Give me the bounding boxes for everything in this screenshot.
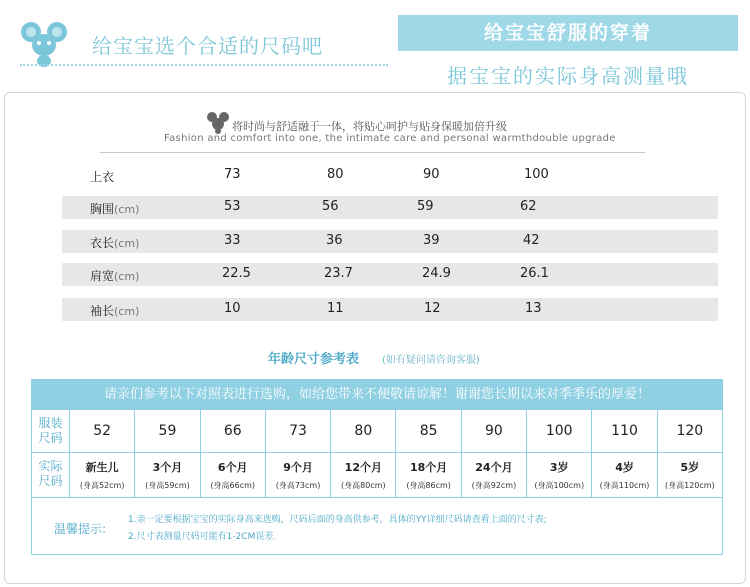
size-row [62, 230, 718, 253]
clothing-size-row [32, 410, 722, 453]
size-value: 36 [326, 233, 343, 248]
row-header: 实际 尺码 [32, 453, 70, 498]
size-value: 24.9 [422, 266, 451, 281]
size-value: 73 [224, 167, 241, 182]
age-cell: 5岁 (身高120cm) [658, 453, 722, 498]
row-label: 胸围(cm) [90, 202, 140, 216]
size-cell: 66 [201, 410, 266, 453]
age-cell: 4岁 (身高110cm) [592, 453, 657, 498]
tips-section [32, 498, 722, 554]
size-cell: 85 [396, 410, 461, 453]
size-value: 56 [322, 199, 339, 214]
tagline: 将时尚与舒适融于一体，将贴心呵护与贴身保暖加倍升级 [232, 120, 507, 133]
tagline-english: Fashion and comfort into one, the intimate care and personal warmthdouble upgrade [164, 133, 616, 144]
size-value: 12 [424, 301, 441, 316]
age-size-table [31, 379, 723, 555]
age-cell: 24个月 (身高92cm) [462, 453, 527, 498]
size-value: 22.5 [222, 266, 251, 281]
size-value: 53 [224, 199, 241, 214]
age-table-note: (如有疑问请咨询客服) [382, 355, 480, 366]
size-row [62, 196, 718, 219]
age-cell: 3个月 (身高59cm) [135, 453, 200, 498]
age-cell: 新生儿 (身高52cm) [70, 453, 135, 498]
size-row [62, 298, 718, 321]
separator [100, 152, 645, 153]
size-value: 39 [423, 233, 440, 248]
row-label: 上衣 [90, 170, 115, 184]
notice-banner: 请亲们参考以下对照表进行选购，如给您带来不便敬请谅解！谢谢您长期以来对季季乐的厚爱！ [32, 380, 722, 410]
size-value: 23.7 [324, 266, 353, 281]
size-value: 90 [423, 167, 440, 182]
size-cell: 110 [592, 410, 657, 453]
tip-line: 1.亲一定要根据宝宝的实际身高来选购，尺码后面的身高供参考，具体的YY详细尺码请查看上面的尺寸表; [128, 515, 547, 525]
size-value: 13 [525, 301, 542, 316]
row-label: 肩宽(cm) [90, 269, 140, 283]
banner: 给宝宝舒服的穿着 [398, 15, 738, 51]
age-table-title: 年龄尺寸参考表 [268, 352, 360, 367]
size-row [62, 164, 718, 187]
age-cell: 18个月 (身高86cm) [396, 453, 461, 498]
size-value: 10 [224, 301, 241, 316]
size-cell: 120 [658, 410, 722, 453]
size-value: 80 [327, 167, 344, 182]
mouse-logo-icon [20, 18, 68, 68]
small-mouse-icon [206, 110, 230, 134]
size-value: 33 [224, 233, 241, 248]
size-cell: 80 [331, 410, 396, 453]
size-value: 59 [417, 199, 434, 214]
actual-size-row [32, 453, 722, 498]
size-value: 26.1 [520, 266, 549, 281]
size-value: 62 [520, 199, 537, 214]
age-cell: 12个月 (身高80cm) [331, 453, 396, 498]
size-cell: 52 [70, 410, 135, 453]
age-cell: 6个月 (身高66cm) [201, 453, 266, 498]
size-cell: 73 [266, 410, 331, 453]
row-label: 袖长(cm) [90, 304, 140, 318]
row-label: 衣长(cm) [90, 236, 140, 250]
size-value: 11 [327, 301, 344, 316]
size-cell: 100 [527, 410, 592, 453]
age-cell: 9个月 (身高73cm) [266, 453, 331, 498]
age-cell: 3岁 (身高100cm) [527, 453, 592, 498]
size-cell: 59 [135, 410, 200, 453]
page-title: 给宝宝选个合适的尺码吧 [92, 34, 323, 58]
size-cell: 90 [462, 410, 527, 453]
divider [20, 64, 388, 66]
size-value: 42 [523, 233, 540, 248]
tip-line: 2.尺寸表测量尺码可能有1-2CM误差. [128, 532, 277, 542]
subtitle: 据宝宝的实际身高测量哦 [447, 64, 689, 88]
row-header: 服装 尺码 [32, 410, 70, 453]
tips-label: 温馨提示: [54, 522, 107, 536]
size-row [62, 263, 718, 286]
size-value: 100 [524, 167, 549, 182]
